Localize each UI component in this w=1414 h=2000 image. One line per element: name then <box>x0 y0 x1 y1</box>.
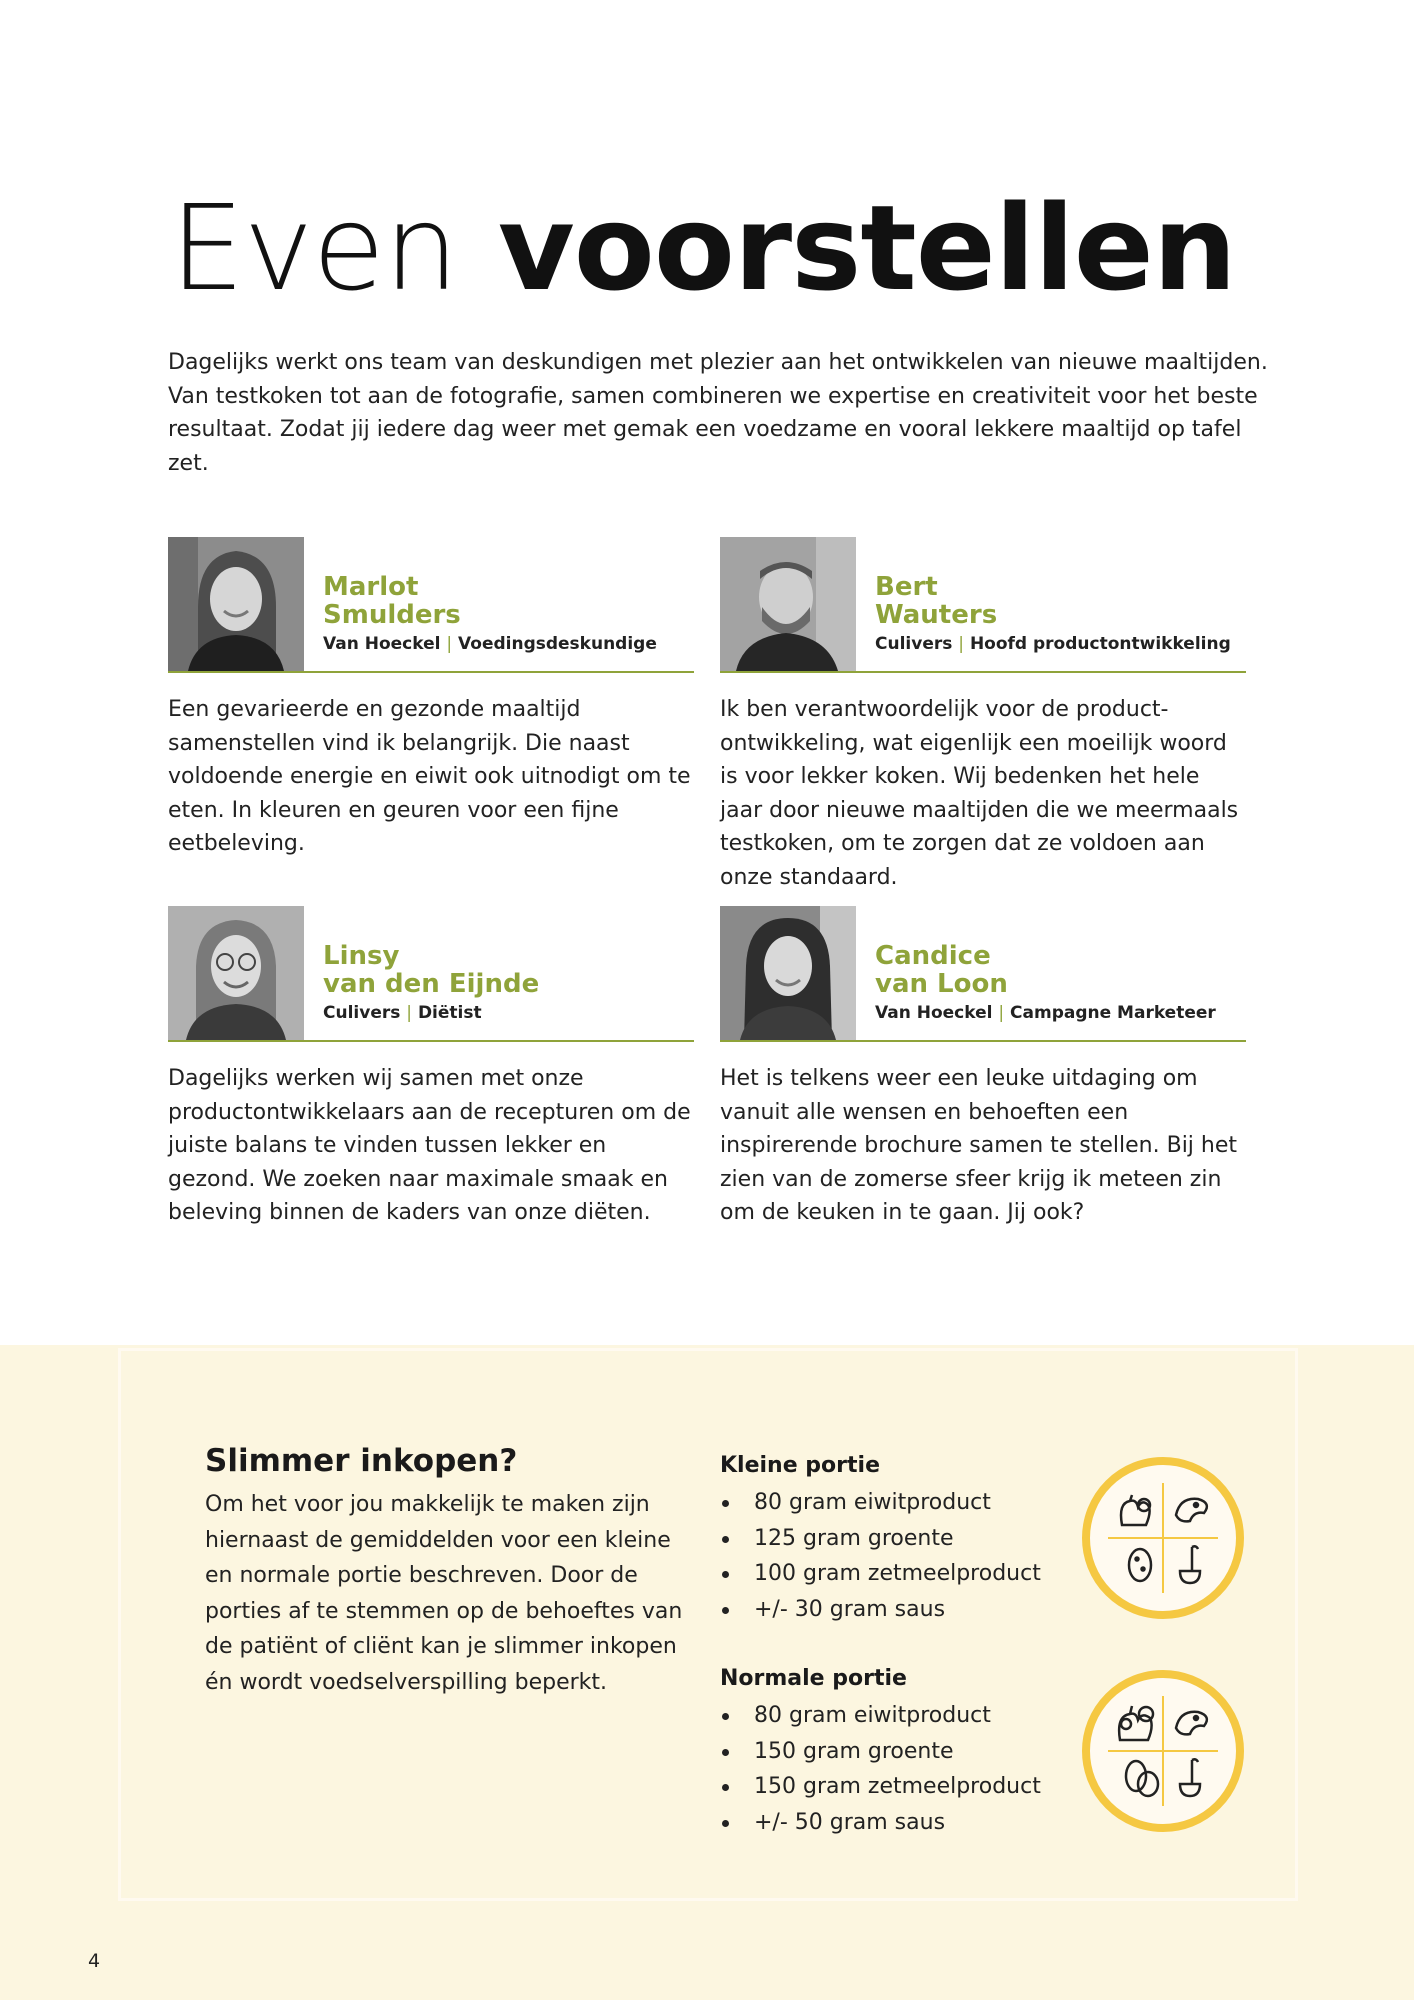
portion-item: 80 gram eiwitproduct <box>720 1698 1080 1734</box>
member-bio: Een gevarieerde en gezonde maaltijd samenstellen vind ik belangrijk. Die naast voldoende energie en eiwit ook uitnodigt om te eten. In kleuren en geuren voor een fijne eetbeleving. <box>168 697 691 856</box>
role-separator: | <box>958 634 965 654</box>
member-bio: Dagelijks werken wij samen met onze productontwikkelaars aan de recepturen om de juiste balans te vinden tussen lekker en gezond. We zoeken naar maximale smaak en beleving binnen de kaders van onze diëten. <box>168 1066 691 1225</box>
team-member-header <box>720 906 1246 1042</box>
member-function: Voedingsdeskundige <box>458 634 657 654</box>
member-last-name: Wauters <box>875 600 998 630</box>
member-role <box>875 1003 1216 1023</box>
member-name <box>323 573 461 629</box>
member-name <box>323 942 539 998</box>
portion-item: 125 gram groente <box>720 1521 1080 1557</box>
member-last-name: Smulders <box>323 600 461 630</box>
member-first-name: Linsy <box>323 941 400 971</box>
member-first-name: Candice <box>875 941 991 971</box>
team-member-header <box>168 906 694 1042</box>
member-name <box>875 573 997 629</box>
portion-item: 80 gram eiwitproduct <box>720 1485 1080 1521</box>
team-member-candice <box>720 906 1246 1230</box>
portion-list <box>720 1698 1080 1840</box>
member-first-name: Marlot <box>323 572 419 602</box>
member-name <box>875 942 1008 998</box>
page-number: 4 <box>88 1950 101 1972</box>
role-separator: | <box>998 1003 1005 1023</box>
page-title <box>170 179 1236 317</box>
portion-item: 150 gram groente <box>720 1734 1080 1770</box>
member-role <box>323 1003 482 1023</box>
portrait-photo <box>168 537 304 671</box>
portion-title: Kleine portie <box>720 1453 880 1478</box>
member-company: Culivers <box>875 634 953 654</box>
role-separator: | <box>406 1003 413 1023</box>
team-member-bert <box>720 537 1246 894</box>
intro-paragraph: Dagelijks werkt ons team van deskundigen met plezier aan het ontwikkelen van nieuwe maaltijden. Van testkoken tot aan de fotografie, samen combineren we expertise en creativiteit voor het beste resultaat. Zodat jij iedere dag weer met gemak een voedzame en vooral lekkere maaltijd op tafel zet. <box>168 350 1268 476</box>
portion-item: +/- 30 gram saus <box>720 1592 1080 1628</box>
member-function: Campagne Marketeer <box>1010 1003 1216 1023</box>
member-function: Diëtist <box>417 1003 482 1023</box>
smart-buying-title: Slimmer inkopen? <box>205 1443 518 1479</box>
page-title-light: Even <box>170 179 458 317</box>
team-member-header <box>168 537 694 673</box>
portion-title: Normale portie <box>720 1666 907 1691</box>
member-last-name: van den Eijnde <box>323 969 540 999</box>
member-last-name: van Loon <box>875 969 1008 999</box>
member-company: Van Hoeckel <box>323 634 441 654</box>
plate-small-icon <box>1080 1455 1246 1621</box>
page-title-bold: voorstellen <box>497 179 1236 317</box>
member-bio: Het is telkens weer een leuke uitdaging om vanuit alle wensen en behoeften een inspirerende brochure samen te stellen. Bij het zien van de zomerse sfeer krijg ik meteen zin om de keuken in te gaan. Jij ook? <box>720 1066 1238 1225</box>
portion-small <box>720 1451 1080 1627</box>
portion-normal <box>720 1664 1080 1840</box>
member-function: Hoofd productontwikkeling <box>969 634 1231 654</box>
member-bio: Ik ben verantwoordelijk voor de product-ontwikkeling, wat eigenlijk een moeilijk woord is voor lekker koken. Wij bedenken het hele jaar door nieuwe maaltijden die we meermaals testkoken, om te zorgen dat ze voldoen aan onze standaard. <box>720 697 1239 890</box>
portion-item: 150 gram zetmeelproduct <box>720 1769 1080 1805</box>
portion-list <box>720 1485 1080 1627</box>
team-member-header <box>720 537 1246 673</box>
team-member-marlot <box>168 537 694 861</box>
member-company: Van Hoeckel <box>875 1003 993 1023</box>
member-role <box>323 634 657 654</box>
portrait-photo <box>168 906 304 1040</box>
team-member-linsy <box>168 906 694 1230</box>
portion-item: 100 gram zetmeelproduct <box>720 1556 1080 1592</box>
member-role <box>875 634 1231 654</box>
smart-buying-text: Om het voor jou makkelijk te maken zijn hiernaast de gemiddelden voor een kleine en normale portie beschreven. Door de porties af te stemmen op de behoeftes van de patiënt of cliënt kan je slimmer inkopen én wordt voedselverspilling beperkt. <box>205 1492 683 1695</box>
member-company: Culivers <box>323 1003 401 1023</box>
role-separator: | <box>446 634 453 654</box>
portion-item: +/- 50 gram saus <box>720 1805 1080 1841</box>
portrait-photo <box>720 906 856 1040</box>
member-first-name: Bert <box>875 572 938 602</box>
plate-normal-icon <box>1080 1668 1246 1834</box>
portrait-photo <box>720 537 856 671</box>
